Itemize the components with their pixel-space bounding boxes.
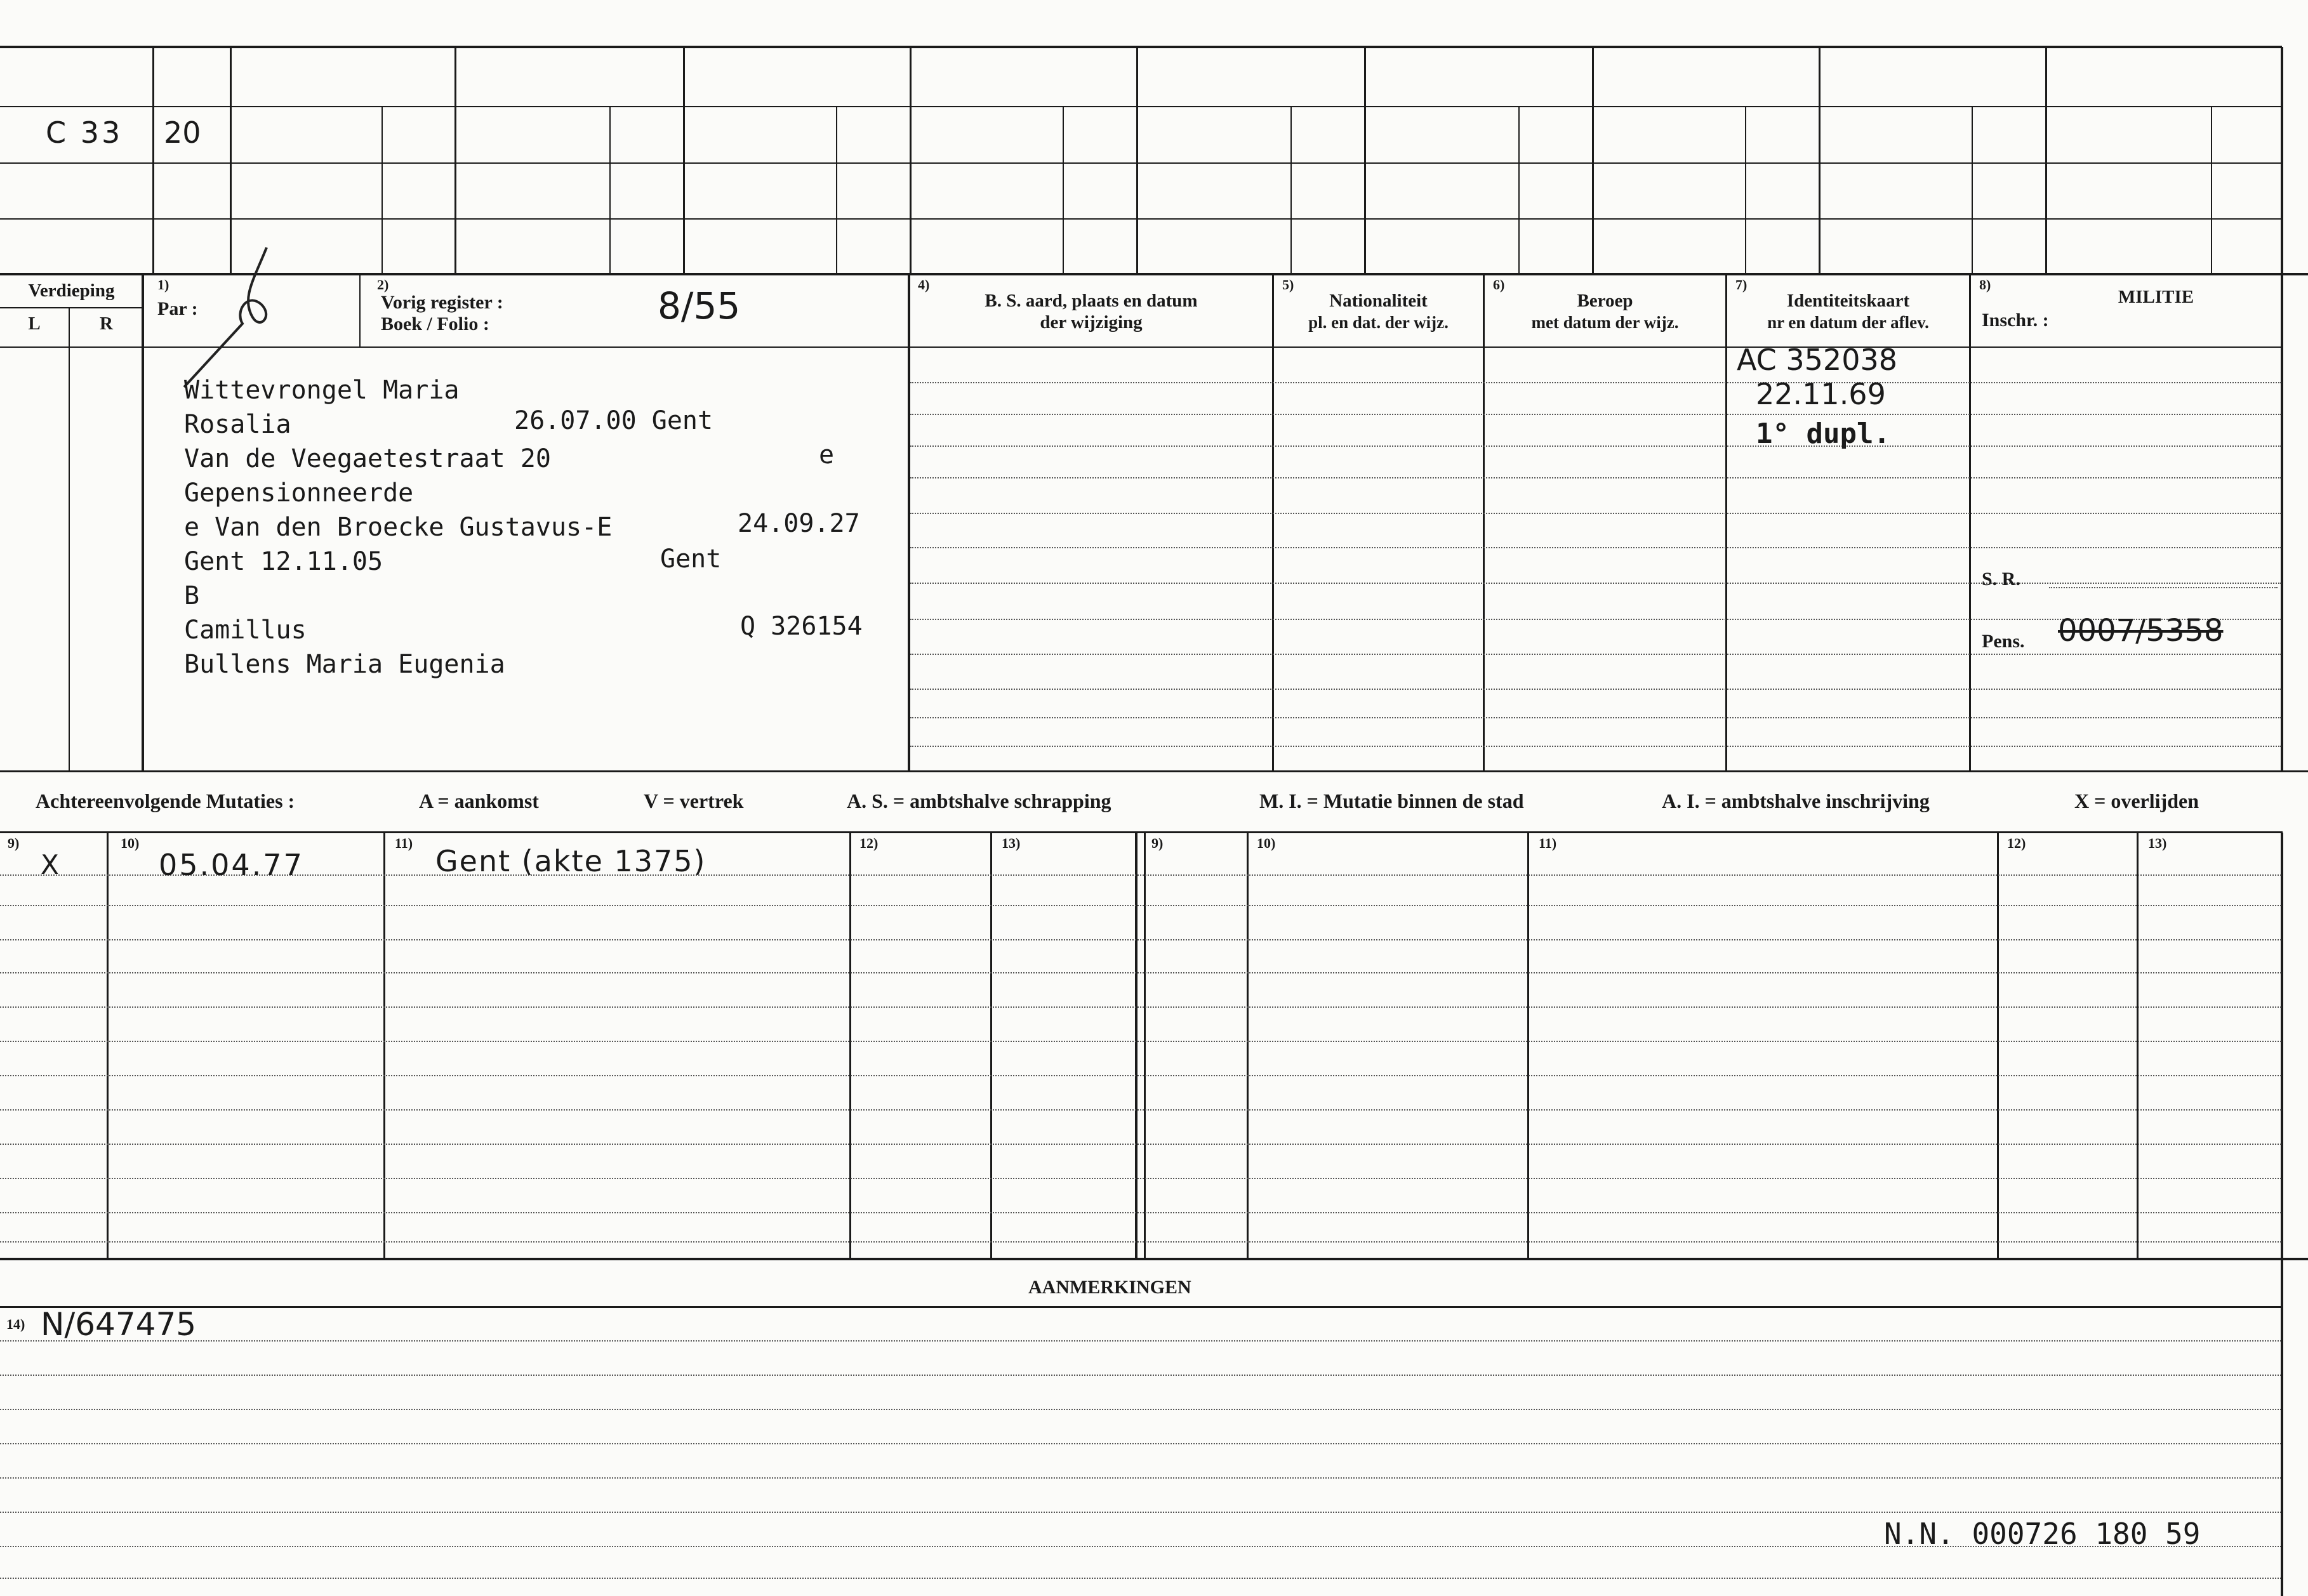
bs-num: 4)	[918, 277, 930, 293]
person-birth: 26.07.00 Gent	[514, 406, 713, 435]
mutations-top-line	[0, 770, 2308, 772]
legend-ambtshalve-schrapping: A. S. = ambtshalve schrapping	[847, 789, 1111, 812]
person-id-ref: Q 326154	[740, 612, 863, 641]
legend-ambtshalve-inschrijving: A. I. = ambtshalve inschrijving	[1662, 789, 1930, 812]
person-line-2: Rosalia	[184, 410, 291, 439]
remarks-title: AANMERKINGEN	[1028, 1277, 1191, 1298]
mut-col-13-b: 13)	[2148, 835, 2167, 851]
person-spouse-place: Gent	[660, 544, 722, 574]
identiteitskaart-title: Identiteitskaart	[1786, 291, 1910, 311]
mutation-place: Gent (akte 1375)	[435, 844, 706, 878]
id-card-number: AC 352038	[1737, 343, 1897, 377]
militie-sr-label: S. R.	[1982, 569, 2020, 590]
par-label: Par :	[157, 298, 198, 319]
person-line-7: B	[184, 581, 200, 610]
vorig-num: 2)	[377, 277, 389, 293]
beroep-subtitle: met datum der wijz.	[1531, 313, 1679, 332]
mutations-title: Achtereenvolgende Mutaties :	[36, 789, 295, 812]
mut-col-11-b: 11)	[1539, 835, 1557, 851]
mut-col-10-b: 10)	[1257, 835, 1276, 851]
person-line-6: Gent 12.11.05	[184, 547, 383, 576]
boek-folio-label: Boek / Folio :	[381, 313, 489, 334]
card-code: C 33	[46, 115, 123, 150]
person-line-1: Wittevrongel Maria	[184, 376, 460, 405]
militie-title: MILITIE	[2118, 287, 2194, 307]
national-number: N.N. 000726 180 59	[1884, 1517, 2201, 1551]
nationaliteit-num: 5)	[1282, 277, 1294, 293]
legend-mutatie-binnen-stad: M. I. = Mutatie binnen de stad	[1259, 789, 1524, 812]
mutations-header-line	[0, 831, 2283, 833]
nationaliteit-subtitle: pl. en dat. der wijz.	[1308, 313, 1449, 332]
legend-overlijden: X = overlijden	[2074, 789, 2199, 812]
mut-col-12-a: 12)	[859, 835, 879, 851]
mut-col-10-a: 10)	[121, 835, 140, 851]
par-num: 1)	[157, 277, 169, 293]
militie-inschr: Inschr. :	[1982, 310, 2049, 331]
person-e-mark: e	[819, 440, 835, 470]
mutation-date: 05.04.77	[159, 848, 304, 882]
mut-col-9-b: 9)	[1151, 835, 1164, 851]
id-card-note: 1° dupl.	[1756, 418, 1890, 450]
id-card-date: 22.11.69	[1756, 377, 1886, 411]
person-spouse-date: 24.09.27	[738, 509, 860, 538]
mut-col-13-a: 13)	[1002, 835, 1021, 851]
person-line-8: Camillus	[184, 616, 307, 645]
bs-subtitle: der wijziging	[1040, 312, 1143, 333]
vorig-label: Vorig register :	[381, 292, 503, 313]
beroep-title: Beroep	[1577, 291, 1633, 311]
remarks-value: N/647475	[41, 1306, 197, 1343]
mut-col-12-b: 12)	[2007, 835, 2026, 851]
boek-folio-value: 8/55	[658, 284, 741, 327]
verdieping-label: Verdieping	[28, 280, 115, 301]
person-line-3: Van de Veegaetestraat 20	[184, 444, 551, 473]
bs-title: B. S. aard, plaats en datum	[985, 291, 1198, 311]
militie-pens-value: 0007/5358	[2058, 613, 2224, 649]
militie-pens-label: Pens.	[1982, 631, 2025, 652]
nationaliteit-title: Nationaliteit	[1329, 291, 1428, 311]
mut-col-9-a: 9)	[8, 835, 20, 851]
identiteitskaart-subtitle: nr en datum der aflev.	[1767, 313, 1929, 332]
verdieping-left: L	[28, 313, 41, 334]
mut-col-11-a: 11)	[395, 835, 413, 851]
legend-vertrek: V = vertrek	[644, 789, 744, 812]
mutation-type: X	[41, 849, 59, 880]
legend-aankomst: A = aankomst	[419, 789, 539, 812]
person-line-5: e Van den Broecke Gustavus-E	[184, 513, 613, 542]
remarks-num: 14)	[6, 1316, 25, 1332]
card-number: 20	[164, 115, 201, 150]
beroep-num: 6)	[1493, 277, 1505, 293]
verdieping-right: R	[100, 313, 113, 334]
person-line-4: Gepensionneerde	[184, 478, 414, 508]
remarks-top-line	[0, 1306, 2283, 1308]
person-line-9: Bullens Maria Eugenia	[184, 650, 505, 679]
identiteitskaart-num: 7)	[1735, 277, 1748, 293]
militie-num: 8)	[1979, 277, 1991, 293]
